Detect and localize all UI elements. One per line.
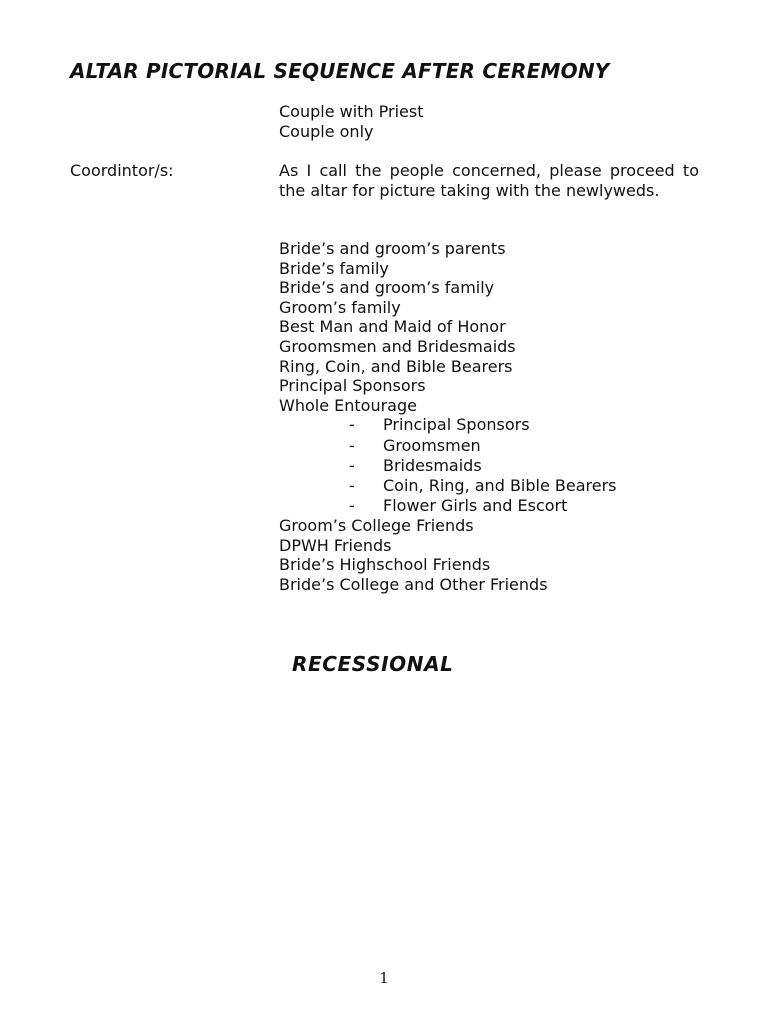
dash-bullet: -: [349, 475, 355, 495]
document-title: ALTAR PICTORIAL SEQUENCE AFTER CEREMONY: [70, 59, 610, 83]
entourage-sub-item: [279, 476, 699, 496]
sequence-list: [279, 239, 699, 595]
entourage-item-label: Bridesmaids: [383, 455, 482, 475]
list-item: Best Man and Maid of Honor: [279, 317, 506, 337]
list-item: DPWH Friends: [279, 535, 392, 555]
entourage-item-label: Coin, Ring, and Bible Bearers: [383, 475, 617, 495]
section-heading: RECESSIONAL: [292, 652, 454, 676]
entourage-sub-item: [279, 415, 699, 435]
opening-list: [279, 102, 699, 141]
list-item: Groom’s family: [279, 297, 401, 317]
list-item: Bride’s and groom’s family: [279, 278, 495, 298]
list-item: Groom’s College Friends: [279, 516, 474, 536]
page-number: 1: [379, 969, 389, 987]
dash-bullet: -: [349, 435, 355, 455]
entourage-item-label: Principal Sponsors: [383, 415, 530, 435]
entourage-sub-item: [279, 496, 699, 516]
list-item: Principal Sponsors: [279, 376, 426, 396]
list-item: Bride’s family: [279, 258, 389, 278]
coordinator-label: Coordintor/s:: [70, 161, 174, 180]
entourage-item-label: Groomsmen: [383, 435, 481, 455]
list-item: Bride’s and groom’s parents: [279, 239, 506, 258]
list-item: Groomsmen and Bridesmaids: [279, 336, 516, 356]
list-item: Whole Entourage: [279, 395, 417, 415]
coordinator-instruction: As I call the people concerned, please proceed to the altar for picture taking with the newlyweds.: [279, 161, 699, 200]
entourage-sub-item: [279, 456, 699, 476]
dash-bullet: -: [349, 455, 355, 475]
list-item: Couple only: [279, 121, 374, 141]
entourage-item-label: Flower Girls and Escort: [383, 496, 568, 516]
list-item: Bride’s College and Other Friends: [279, 575, 548, 595]
list-item: Couple with Priest: [279, 102, 424, 121]
dash-bullet: -: [349, 496, 355, 516]
list-item: Ring, Coin, and Bible Bearers: [279, 356, 513, 376]
list-item: Bride’s Highschool Friends: [279, 555, 491, 575]
entourage-sub-item: [279, 436, 699, 456]
dash-bullet: -: [349, 415, 355, 435]
